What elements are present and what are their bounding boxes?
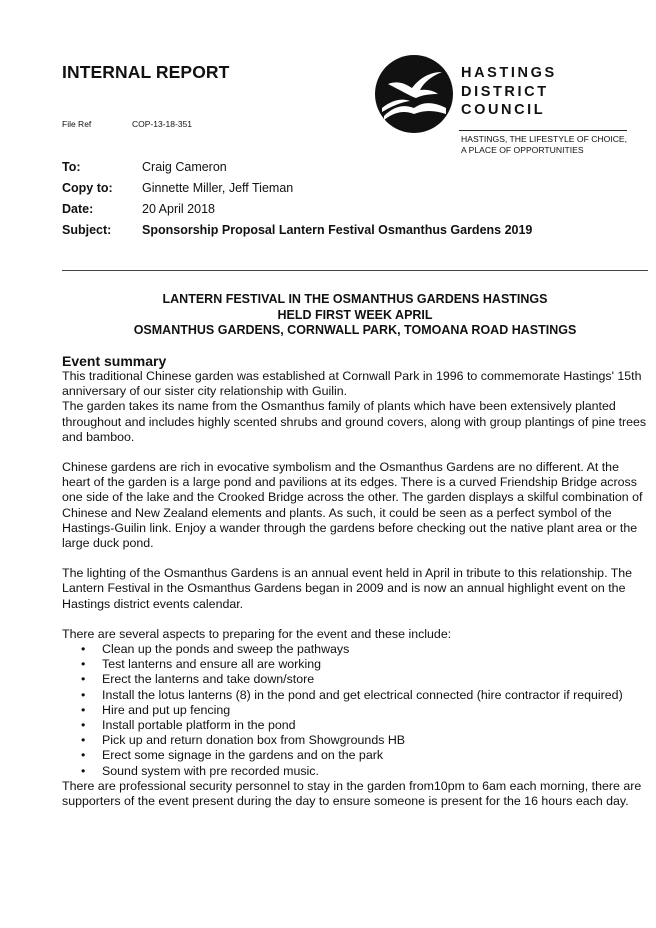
list-item: • Pick up and return donation box from Showgrounds HB [102,733,648,748]
council-name-line: DISTRICT [461,83,549,100]
heading-line: LANTERN FESTIVAL IN THE OSMANTHUS GARDENS HASTINGS [162,292,548,306]
file-ref-code: COP-13-18-351 [132,119,193,129]
list-item: • Install the lotus lanterns (8) in the pond and get electrical connected (hire contractor if required) [102,688,648,703]
report-title: INTERNAL REPORT [62,62,230,82]
summary-paragraph: This traditional Chinese garden was established at Cornwall Park in 1996 to commemorate Hastings' 15th anniversary of our sister city relationship with Guilin. [62,369,642,399]
summary-paragraph: There are several aspects to preparing for the event and these include: [62,626,452,641]
summary-paragraph: There are professional security personnel to stay in the garden from10pm to 6am each morning, there are supporters of the event present during the day to ensure someone is present for the 16 hours each day. [62,778,642,809]
preparation-list [62,642,648,779]
tagline-rule [459,130,627,131]
to-label: To: [62,160,81,174]
list-item: • Hire and put up fencing [102,703,648,718]
summary-paragraph: Chinese gardens are rich in evocative symbolism and the Osmanthus Gardens are no different. At the heart of the garden is a large pond and pavilions at its edges. There is a curved Friendship Bridge across one side of the lake and the Crooked Bridge across the other. The garden displays a skilful combination of Chinese and New Zealand elements and plants. As such, it could be seen as a perfect symbol of the Hastings-Guilin link. Enjoy a wander through the gardens before checking out the native plant area or the large duck pond. [62,460,643,551]
to-value: Craig Cameron [142,160,227,174]
date-value: 20 April 2018 [142,202,215,216]
summary-paragraph: The garden takes its name from the Osmanthus family of plants which have been extensively planted throughout and includes highly scented shrubs and ground covers, along with group plantings of pine trees and bamboo. [62,399,647,444]
subject-label: Subject: [62,223,112,237]
date-label: Date: [62,202,94,216]
tagline-line: A PLACE OF OPPORTUNITIES [461,145,584,155]
event-summary-title: Event summary [62,353,167,369]
list-item: • Clean up the ponds and sweep the pathways [102,642,648,657]
list-item: • Erect some signage in the gardens and on the park [102,748,648,763]
copy-to-label: Copy to: [62,181,113,195]
file-ref-label: File Ref [62,119,92,129]
file-reference [62,119,193,129]
council-name [461,64,557,120]
event-heading [62,292,648,339]
tagline-line: HASTINGS, THE LIFESTYLE OF CHOICE, [461,134,628,144]
heading-line: HELD FIRST WEEK APRIL [277,307,433,322]
subject-value: Sponsorship Proposal Lantern Festival Osmanthus Gardens 2019 [142,223,533,237]
section-divider [62,270,648,271]
event-summary-section [62,353,648,809]
council-tagline [461,134,627,156]
copy-to-value: Ginnette Miller, Jeff Tieman [142,181,294,195]
list-item: • Erect the lanterns and take down/store [102,672,648,687]
list-item: • Test lanterns and ensure all are working [102,657,648,672]
list-item: • Sound system with pre recorded music. [102,764,648,779]
council-name-line: HASTINGS [461,65,557,81]
summary-paragraph: The lighting of the Osmanthus Gardens is an annual event held in April in tribute to this relationship. The Lantern Festival in the Osmanthus Gardens began in 2009 and is now an annual highlight event on the Hastings district events calendar. [62,566,633,611]
council-name-line: COUNCIL [461,102,546,118]
hastings-bird-over-hills-logo-icon [374,54,454,134]
list-item: • Install portable platform in the pond [102,718,648,733]
heading-line: OSMANTHUS GARDENS, CORNWALL PARK, TOMOANA ROAD HASTINGS [133,323,577,337]
